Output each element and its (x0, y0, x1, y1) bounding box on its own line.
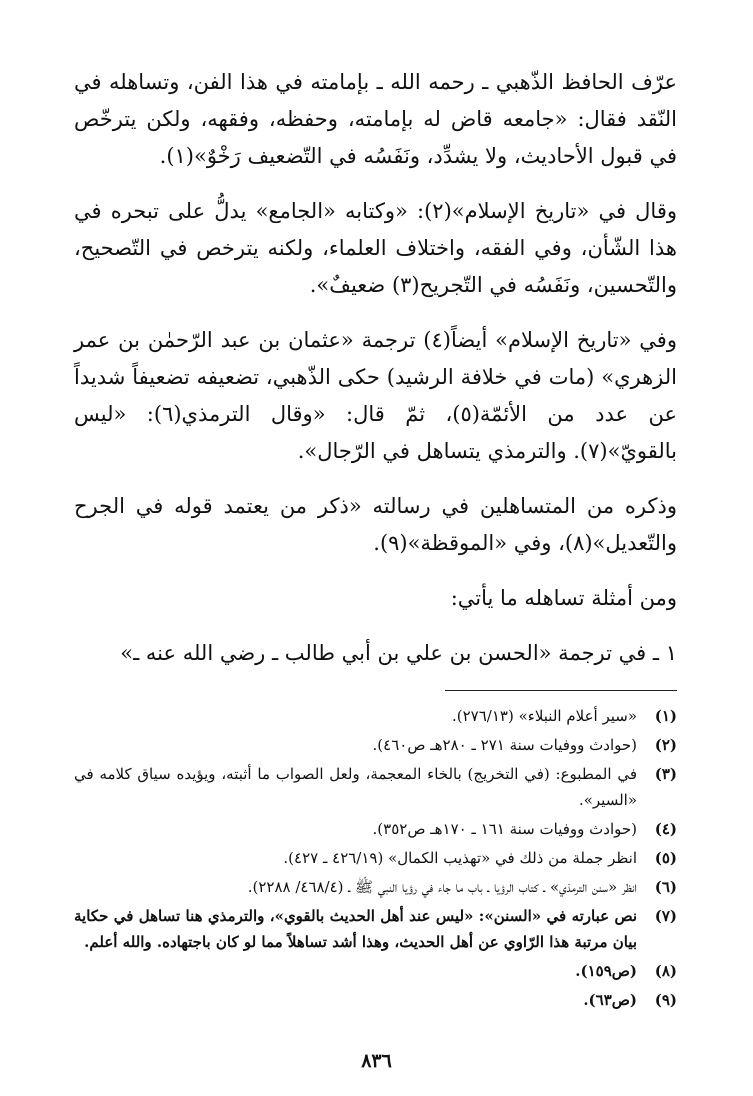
footnote-number: (٢) (654, 736, 677, 754)
footnote-text: (ص١٥٩). (575, 962, 637, 980)
footnote-text: «سير أعلام النبلاء» (٢٧٦/١٣). (452, 707, 637, 725)
footnote (74, 874, 677, 900)
footnote-number: (٦) (654, 878, 677, 896)
footnote-text: في المطبوع: (في التخريج) بالخاء المعجمة، ولعل الصواب ما أثبته، ويؤيده سياق كلامه في «السير». (74, 765, 637, 809)
footnote (74, 845, 677, 871)
footnote-number: (٥) (654, 849, 677, 867)
footnote (74, 816, 677, 842)
main-text (74, 64, 677, 672)
footnotes-list (74, 703, 677, 1013)
footnote-number: (٨) (654, 962, 677, 980)
footnote-number: (٩) (654, 991, 677, 1009)
footnote-separator (445, 690, 677, 691)
page-number: ٨٣٦ (361, 1050, 392, 1072)
footnote (74, 958, 677, 984)
footnote-text: انظر جملة من ذلك في «تهذيب الكمال» (٤٢٦/١٩ ـ ٤٢٧). (283, 849, 637, 867)
paragraph: ١ ـ في ترجمة «الحسن بن علي بن أبي طالب ـ رضي الله عنه ـ» (120, 641, 677, 665)
footnote-text: (حوادث ووفيات سنة ٢٧١ ـ ٢٨٠هـ ص٤٦٠). (372, 736, 637, 754)
footnote-text: (حوادث ووفيات سنة ١٦١ ـ ١٧٠هـ ص٣٥٢). (372, 820, 637, 838)
footnote-number: (٤) (654, 820, 677, 838)
footnote (74, 703, 677, 729)
paragraph: وذكره من المتساهلين في رسالته «ذكر من يعتمد قوله في الجرح والتّعديل»(٨)، وفي «الموقظة»(٩). (74, 494, 677, 555)
book-page (74, 64, 677, 1046)
footnote (74, 903, 677, 955)
footnote (74, 987, 677, 1013)
paragraph: ومن أمثلة تساهله ما يأتي: (450, 586, 677, 610)
paragraph: وفي «تاريخ الإسلام» أيضاً(٤) ترجمة «عثمان بن عبد الرّحمٰن بن عمر الزهري» (مات في خلافة الرشيد) حكى الذّهبي، تضعيفه تضعيفاً شديداً عن عدد من الأئمّة(٥)، ثمّ قال: «وقال الترمذي(٦): «ليس بالقويّ»(٧). والترمذي يتساهل في الرّجال». (74, 328, 677, 463)
footnote-text: انظر «سنن الترمذي» ـ كتاب الرؤيا ـ باب ما جاء في رؤيا النبي ﷺ ـ (٤٦٨/٤/ ٢٢٨٨). (247, 878, 637, 896)
footnote (74, 732, 677, 758)
footnote-number: (٧) (654, 907, 677, 925)
footnote-number: (١) (654, 707, 677, 725)
paragraph: وقال في «تاريخ الإسلام»(٢): «وكتابه «الجامع» يدلُّ على تبحره في هذا الشّأن، وفي الفقه، واختلاف العلماء، ولكنه يترخص في التّصحيح، والتّحسين، ونَفَسُه في التّجريح(٣) ضعيفٌ». (74, 199, 677, 297)
footnote-number: (٣) (654, 765, 677, 783)
footnote (74, 761, 677, 813)
paragraph: عرّف الحافظ الذّهبي ـ رحمه الله ـ بإمامته في هذا الفن، وتساهله في النّقد فقال: «جامعه قاض له بإمامته، وحفظه، وفقهه، ولكن يترخّص في قبول الأحاديث، ولا يشدِّد، ونَفَسُه في التّضعيف رَخْوٌ»(١). (74, 70, 677, 168)
footnote-text: (ص٦٣). (583, 991, 637, 1009)
footnote-text: نص عبارته في «السنن»: «ليس عند أهل الحديث بالقوي»، والترمذي هنا تساهل في حكاية بيان مرتبة هذا الرّاوي عن أهل الحديث، وهذا أشد تساهلاً مما لو كان باجتهاده. والله أعلم. (74, 907, 637, 951)
